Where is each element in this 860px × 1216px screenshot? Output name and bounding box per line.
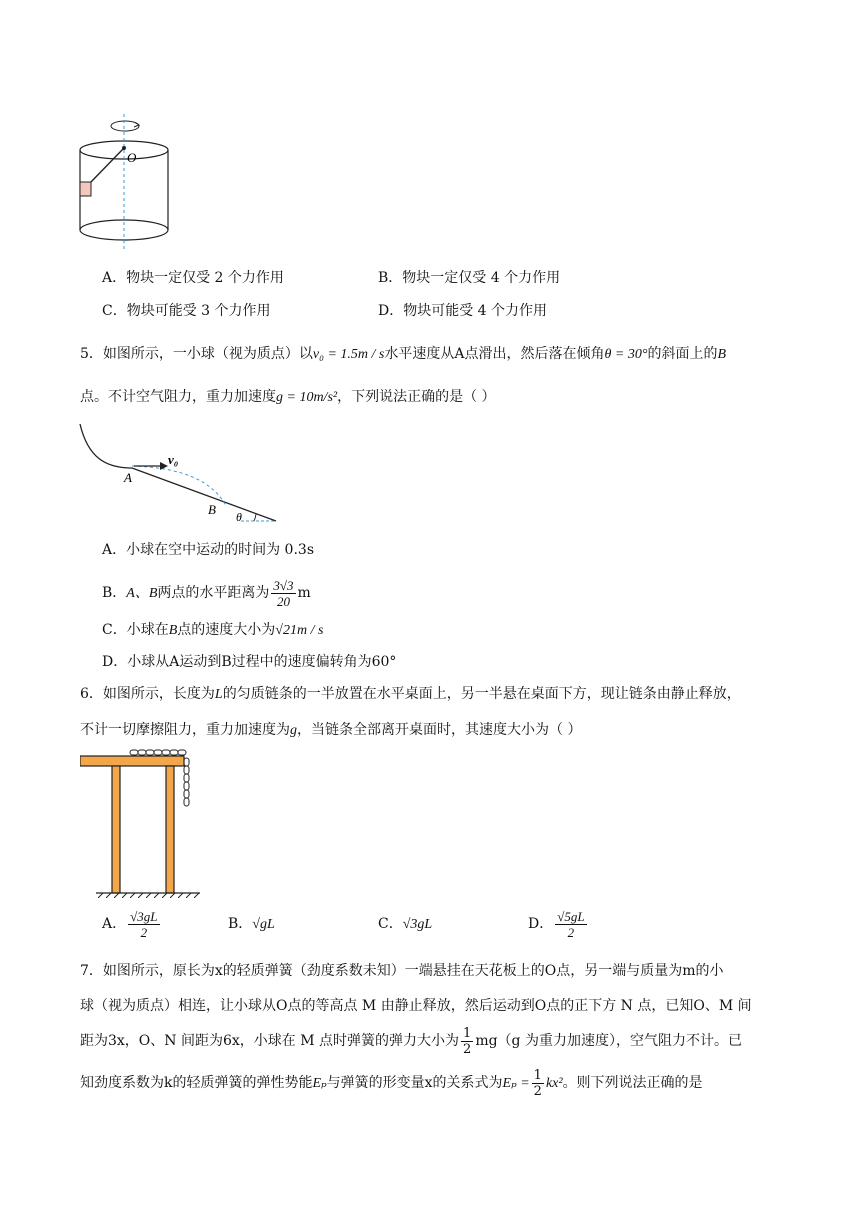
q7-stem-line1: 7．如图所示，原长为x的轻质弹簧（劲度系数未知）一端悬挂在天花板上的O点，另一端与质量为m的小: [80, 963, 724, 979]
q6-option-d: D． $\frac{√5gL}{2}$: [528, 908, 585, 940]
point-A-label: A: [124, 470, 132, 485]
point-O-label: O: [127, 150, 137, 165]
q5-stem-line2: 点。不计空气阻力，重力加速度g = 10m/s²，下列说法正确的是（ ）: [80, 389, 496, 405]
q5-option-d: D．小球从A运动到B过程中的速度偏转角为60°: [102, 654, 397, 670]
incline-projectile-figure: [76, 420, 286, 528]
q5-option-c: C．小球在B点的速度大小为√21m / s: [102, 622, 324, 638]
rotating-cylinder-figure: [72, 112, 182, 257]
q5-option-a: A．小球在空中运动的时间为 0.3s: [102, 542, 315, 558]
q7-stem-line3: 距为3x，O、N 间距为6x，小球在 M 点时弹簧的弹力大小为 $\frac{1}{2}$ mg（g 为重力加速度），空气阻力不计。已: [80, 1025, 742, 1057]
q4-option-d: D．物块可能受 4 个力作用: [378, 303, 548, 319]
q5-option-b: B．A、B两点的水平距离为 $\frac{3√3}{20}$ m: [102, 577, 311, 609]
point-B-label: B: [208, 502, 216, 517]
q7-stem-line2: 球（视为质点）相连，让小球从O点的等高点 M 由静止释放，然后运动到O点的正下方 N 点，已知O、M 间: [80, 998, 752, 1014]
q6-stem-line1: 6．如图所示，长度为L的匀质链条的一半放置在水平桌面上，另一半悬在桌面下方，现让链条由静止释放，: [80, 686, 741, 702]
q6-stem-line2: 不计一切摩擦阻力，重力加速度为g，当链条全部离开桌面时，其速度大小为（ ）: [80, 722, 582, 738]
table-chain-figure: [80, 748, 210, 898]
q6-option-a: A． $\frac{√3gL}{2}$: [102, 908, 158, 940]
q6-option-b: B．√gL: [228, 916, 275, 932]
q7-stem-line4: 知劲度系数为k的轻质弹簧的弹性势能Eₚ与弹簧的形变量x的关系式为Eₚ = $\frac{1}{2}$ kx²。则下列说法正确的是: [80, 1067, 703, 1099]
q4-option-a: A．物块一定仅受 2 个力作用: [102, 270, 284, 286]
q6-option-c: C．√3gL: [378, 916, 433, 932]
theta-label: θ: [236, 510, 242, 524]
v0-label: v₀: [168, 452, 179, 467]
q4-option-c: C．物块可能受 3 个力作用: [102, 303, 271, 319]
q5-stem-line1: 5．如图所示，一小球（视为质点）以v₀ = 1.5m / s水平速度从A点滑出，然后落在倾角θ = 30°的斜面上的B: [80, 346, 727, 362]
q4-option-b: B．物块一定仅受 4 个力作用: [378, 270, 561, 286]
